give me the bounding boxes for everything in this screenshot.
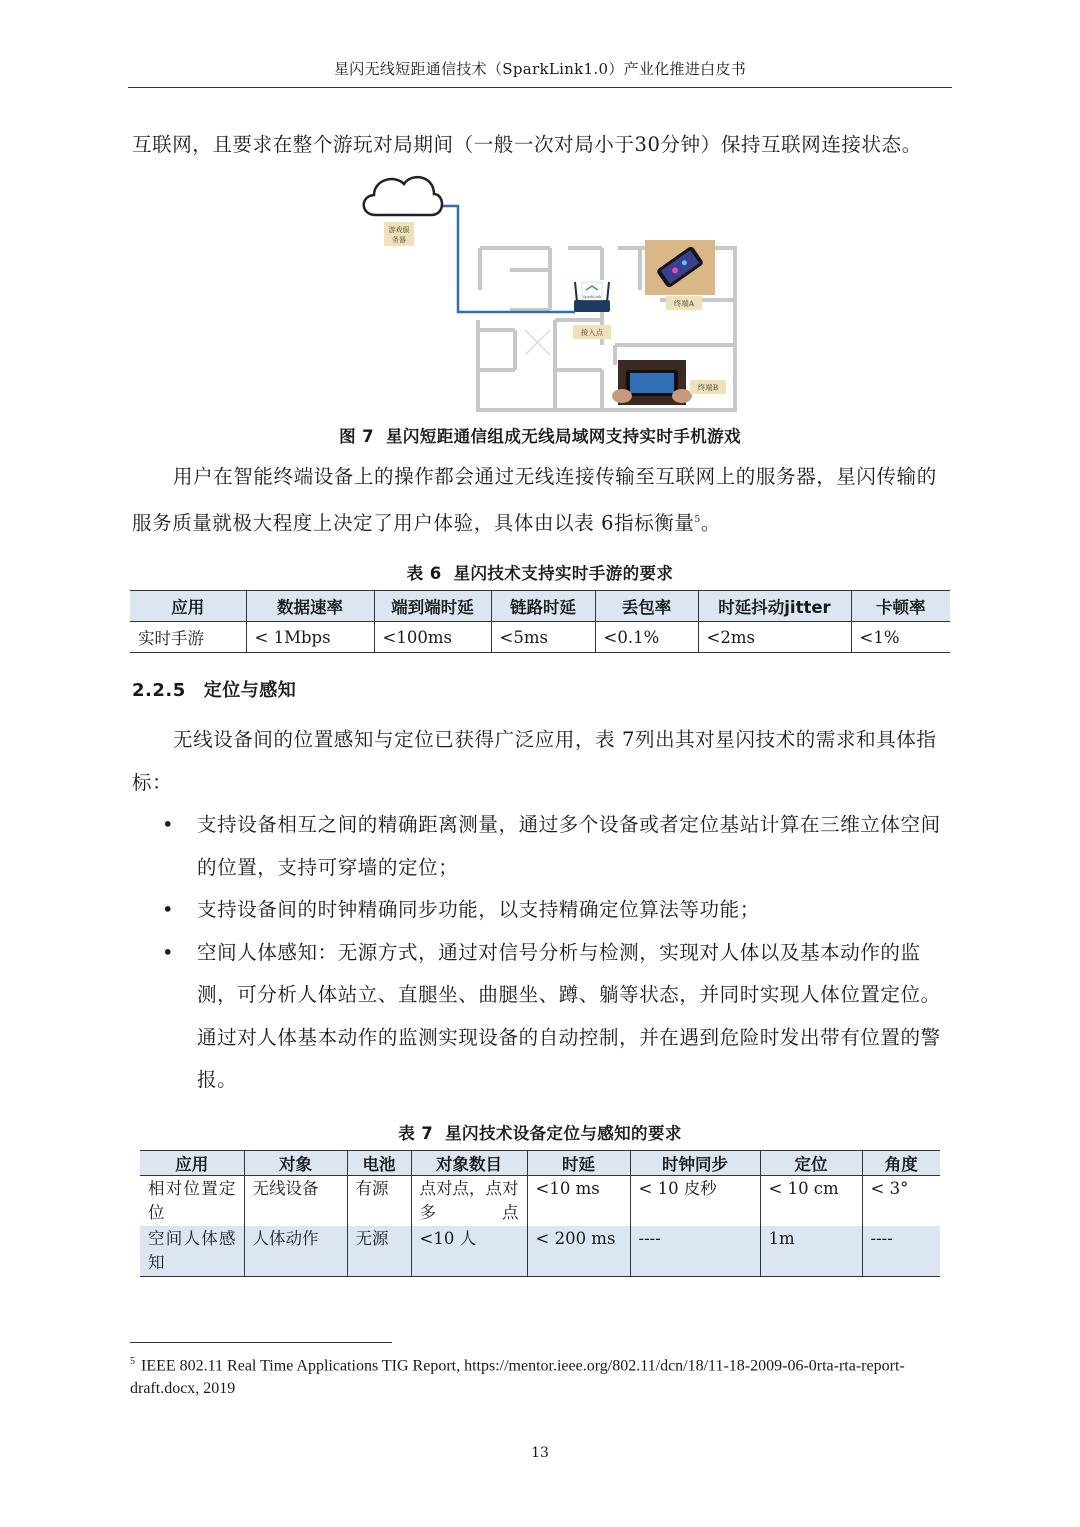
table7-number: 表 7 <box>398 1124 434 1143</box>
table-cell: ---- <box>630 1226 760 1277</box>
table-cell: <5ms <box>491 622 595 653</box>
bullet-icon: • <box>162 813 175 836</box>
list-item-text: 空间人体感知：无源方式，通过对信号分析与检测，实现对人体以及基本动作的监测，可分析人体站立、直腿坐、曲腿坐、蹲、躺等状态，并同时实现人体位置定位。通过对人体基本动作的监测实现设备的自动控制，并在遇到危险时发出带有位置的警报。 <box>197 940 941 1091</box>
table-cell: 相对位置定位 <box>148 1179 236 1222</box>
paragraph-1 <box>132 124 950 167</box>
paragraph-3-text: 无线设备间的位置感知与定位已获得广泛应用，表 7列出其对星闪技术的需求和具体指标： <box>132 728 937 794</box>
footnote <box>130 1350 950 1400</box>
table-header-cell: 卡顿率 <box>851 591 950 622</box>
table-cell: <1% <box>851 622 950 653</box>
table-cell: <10 ms <box>527 1176 630 1227</box>
list-item-text: 支持设备相互之间的精确距离测量，通过多个设备或者定位基站计算在三维立体空间的位置，支持可穿墙的定位； <box>197 813 941 879</box>
table-cell: 点对点，点对多点 <box>411 1176 527 1227</box>
table-header-cell: 角度 <box>862 1151 940 1176</box>
list-item <box>132 889 950 932</box>
paragraph-3 <box>132 719 950 804</box>
table-header-cell: 时延 <box>527 1151 630 1176</box>
table-row <box>140 1226 940 1277</box>
table7-caption-text: 星闪技术设备定位与感知的要求 <box>445 1124 682 1143</box>
table-cell: 人体动作 <box>244 1226 347 1277</box>
table-cell: <100ms <box>374 622 491 653</box>
table-header-cell: 丢包率 <box>595 591 698 622</box>
section-title: 定位与感知 <box>203 680 297 701</box>
table-cell: 无源 <box>347 1226 411 1277</box>
table-positioning-sensing <box>140 1150 940 1277</box>
paragraph-2-text <box>132 456 950 545</box>
list-item <box>132 804 950 889</box>
table-header-row <box>130 591 950 622</box>
running-header: 星闪无线短距通信技术（SparkLink1.0）产业化推进白皮书 <box>333 60 747 78</box>
bullet-icon: • <box>162 940 175 964</box>
table-header-cell: 应用 <box>140 1151 244 1176</box>
table-cell: < 200 ms <box>527 1226 630 1277</box>
page-number: 13 <box>531 1445 549 1461</box>
connection-line <box>435 206 575 312</box>
terminal-a-photo <box>645 240 715 295</box>
router-icon <box>574 282 610 312</box>
table6-caption-text: 星闪技术支持实时手游的要求 <box>453 564 674 583</box>
table-header-cell: 时延抖动jitter <box>698 591 851 622</box>
figure-illustration <box>340 170 750 420</box>
section-number: 2.2.5 <box>132 680 186 701</box>
table-cell: 实时手游 <box>130 622 246 653</box>
table-cell: <0.1% <box>595 622 698 653</box>
floor-plan-cross <box>525 330 550 355</box>
table-cell: <10 人 <box>411 1226 527 1277</box>
paragraph-2-main: 用户在智能终端设备上的操作都会通过无线连接传输至互联网上的服务器，星闪传输的服务质量就极大程度上决定了用户体验，具体由以表 6指标衡量 <box>132 465 937 534</box>
table7-caption <box>128 1120 952 1144</box>
table-cell: < 10 cm <box>760 1176 862 1227</box>
terminal-b-photo <box>612 360 692 405</box>
table-cell: < 10 皮秒 <box>630 1176 760 1227</box>
table-cell: ---- <box>862 1226 940 1277</box>
table-row <box>140 1176 940 1227</box>
table-cell: 无线设备 <box>244 1176 347 1227</box>
paragraph-2-end: 。 <box>700 511 721 534</box>
table-header-cell: 对象数目 <box>411 1151 527 1176</box>
table-cell: < 1Mbps <box>246 622 374 653</box>
footnote-rule <box>130 1342 392 1343</box>
table-header-cell: 对象 <box>244 1151 347 1176</box>
figure-number: 图 7 <box>339 427 375 446</box>
list-item-text: 支持设备间的时钟精确同步功能，以支持精确定位算法等功能； <box>197 898 760 921</box>
table-cell: 1m <box>760 1226 862 1277</box>
table6-caption <box>128 560 952 584</box>
table-header-cell: 端到端时延 <box>374 591 491 622</box>
router-brand: SparkLink <box>582 295 602 299</box>
list-item <box>132 932 950 1102</box>
server-label-line1: 游戏服 <box>388 226 410 234</box>
figure-caption-text: 星闪短距通信组成无线局域网支持实时手机游戏 <box>386 427 741 446</box>
footnote-ref[interactable]: 5 <box>694 514 701 525</box>
table-cell: < 3° <box>862 1176 940 1227</box>
figure-caption <box>128 423 952 447</box>
section-heading <box>132 676 296 702</box>
figure-wlan-gaming <box>340 170 750 420</box>
table-header-cell: 数据速率 <box>246 591 374 622</box>
footnote-mark: 5 <box>130 1356 135 1367</box>
table-header-row <box>140 1151 940 1176</box>
table-header-cell: 电池 <box>347 1151 411 1176</box>
table-cell: 有源 <box>347 1176 411 1227</box>
ap-label: 接入点 <box>580 328 604 337</box>
table6-number: 表 6 <box>406 564 442 583</box>
header-rule <box>128 87 952 88</box>
terminal-b-label: 终端B <box>697 383 719 392</box>
table-cell: 空间人体感知 <box>140 1226 244 1277</box>
paragraph-2 <box>132 456 950 545</box>
server-label-line2: 务器 <box>392 236 406 244</box>
cloud-icon <box>364 177 442 215</box>
bullet-icon: • <box>162 898 175 921</box>
requirements-list <box>132 804 950 1102</box>
table-cell: <2ms <box>698 622 851 653</box>
terminal-a-label: 终端A <box>673 299 695 308</box>
table-header-cell: 应用 <box>130 591 246 622</box>
footnote-text[interactable]: IEEE 802.11 Real Time Applications TIG Report, https://mentor.ieee.org/802.11/dcn/18/11-18-2009-06-0rta-rta-report-draft.docx, 2019 <box>130 1357 905 1398</box>
table-realtime-gaming <box>130 590 950 653</box>
table-header-cell: 链路时延 <box>491 591 595 622</box>
table-header-cell: 定位 <box>760 1151 862 1176</box>
paragraph-1-text: 互联网，且要求在整个游玩对局期间（一般一次对局小于30分钟）保持互联网连接状态。 <box>132 133 922 156</box>
table-header-cell: 时钟同步 <box>630 1151 760 1176</box>
table-row <box>130 622 950 653</box>
